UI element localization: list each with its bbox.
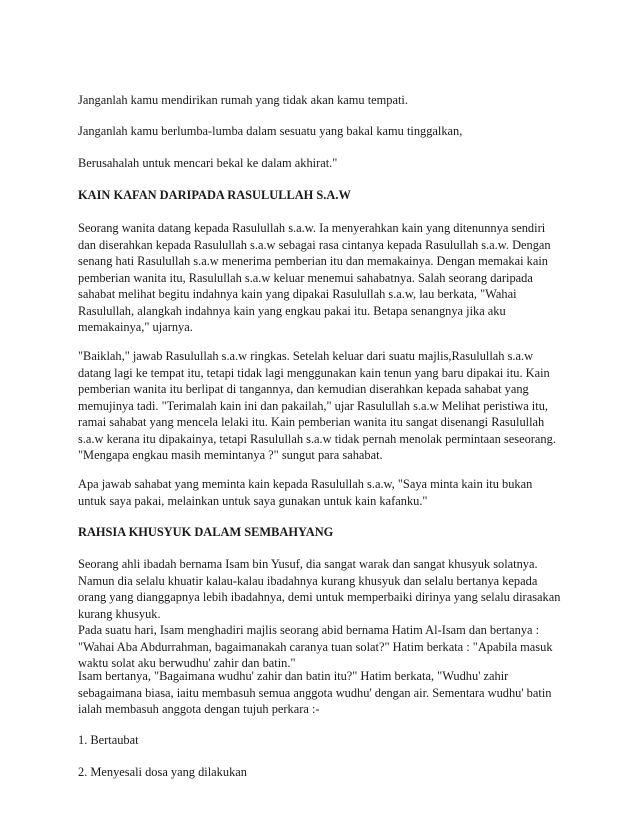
text-line: s.a.w kerana itu dipakainya, tetapi Rasulullah s.a.w tidak pernah menolak permintaan seseorang. (78, 431, 556, 446)
text-line: Namun dia selalu khuatir kalau-kalau ibadahnya kurang khusyuk dan selalu bertanya kepada (78, 573, 538, 588)
paragraph-story-5 (78, 668, 578, 718)
text-line: Rasulullah, alangkah indahnya kain yang engkau pakai itu. Betapa senangnya jika aku (78, 303, 506, 318)
paragraph-intro-3 (78, 155, 578, 172)
text-line: sebagaimana biasa, iaitu membasuh semua anggota wudhu' dengan air. Sementara wudhu' batin (78, 685, 552, 700)
text-line: memakainya," ujarnya. (78, 320, 193, 334)
text-line: dan diserahkan kepada Rasulullah s.a.w sebagai rasa cintanya kepada Rasulullah s.a.w. Dengan (78, 237, 551, 252)
text-line: 2. Menyesali dosa yang dilakukan (78, 765, 247, 779)
text-line: memujinya tadi. "Terimalah kain ini dan pakailah," ujar Rasulullah s.a.w Melihat peristiwa itu, (78, 398, 548, 413)
text-line: orang yang dianggapnya lebih ibadahnya, demi untuk memperbaiki dirinya yang selalu dirasakan (78, 590, 561, 604)
list-item-2 (78, 764, 578, 781)
text-line: pemberian wanita itu, Rasulullah s.a.w keluar menemui sahabatnya. Salah seorang daripada (78, 270, 533, 285)
text-line: Berusahalah untuk mencari bekal ke dalam akhirat." (78, 156, 338, 170)
text-line: sahabat melihat begitu indahnya kain yang dipakai Rasulullah s.a.w, lau berkata, "Wahai (78, 287, 517, 301)
section-heading-rahsia-khusyuk (78, 524, 578, 541)
text-line: Janganlah kamu berlumba-lumba dalam sesuatu yang bakal kamu tinggalkan, (78, 124, 463, 138)
text-line: ialah membasuh anggota dengan tujuh perkara :- (78, 702, 320, 716)
text-line: waktu solat aku berwudhu' zahir dan batin." (78, 656, 296, 670)
paragraph-intro-1 (78, 92, 578, 109)
text-line: Seorang wanita datang kepada Rasulullah s.a.w. Ia menyerahkan kain yang ditenunnya sendiri (78, 221, 546, 235)
list-item-1 (78, 732, 578, 749)
text-line: pemberian wanita itu berlipat di tangannya, dan kemudian diserahkan kepada sahabat yang (78, 382, 529, 396)
text-line: datang lagi ke tempat itu, tetapi tidak lagi menggunakan kain tenun yang baru dipakai itu. Kain (78, 365, 550, 380)
paragraph-intro-2 (78, 123, 578, 140)
section-heading-kain-kafan (78, 187, 578, 204)
heading-text: KAIN KAFAN DARIPADA RASULULLAH S.A.W (78, 188, 351, 202)
paragraph-story-1 (78, 220, 578, 336)
text-line: kurang khusyuk. (78, 606, 161, 621)
text-line: Seorang ahli ibadah bernama Isam bin Yusuf, dia sangat warak dan sangat khusyuk solatnya. (78, 557, 538, 571)
text-line: "Mengapa engkau masih memintanya ?" sungut para sahabat. (78, 448, 383, 462)
paragraph-story-3 (78, 476, 578, 509)
text-line: senang hati Rasulullah s.a.w menerima pemberian itu dan memakainya. Dengan memakai kain (78, 254, 549, 268)
text-line: Isam bertanya, "Bagaimana wudhu' zahir dan batin itu?" Hatim berkata, "Wudhu' zahir (78, 669, 509, 683)
text-line: Janganlah kamu mendirikan rumah yang tidak akan kamu tempati. (78, 93, 408, 107)
text-line: Pada suatu hari, Isam menghadiri majlis seorang abid bernama Hatim Al-Isam dan bertanya : (78, 623, 540, 637)
paragraph-story-4 (78, 556, 578, 672)
text-line: "Wahai Aba Abdurrahman, bagaimanakah caranya tuan solat?" Hatim berkata : "Apabila masuk (78, 639, 553, 654)
text-line: "Baiklah," jawab Rasulullah s.a.w ringkas. Setelah keluar dari suatu majlis,Rasulullah s.a.w (78, 349, 534, 363)
text-line: 1. Bertaubat (78, 733, 139, 747)
text-line: untuk saya pakai, melainkan untuk saya gunakan untuk kain kafanku." (78, 493, 428, 508)
text-line: Apa jawab sahabat yang meminta kain kepada Rasulullah s.a.w, "Saya minta kain itu bukan (78, 477, 533, 491)
text-line: ramai sahabat yang mencela lelaki itu. Kain pemberian wanita itu sangat disenangi Rasulullah (78, 415, 545, 429)
paragraph-story-2 (78, 348, 578, 464)
heading-text: RAHSIA KHUSYUK DALAM SEMBAHYANG (78, 525, 334, 539)
